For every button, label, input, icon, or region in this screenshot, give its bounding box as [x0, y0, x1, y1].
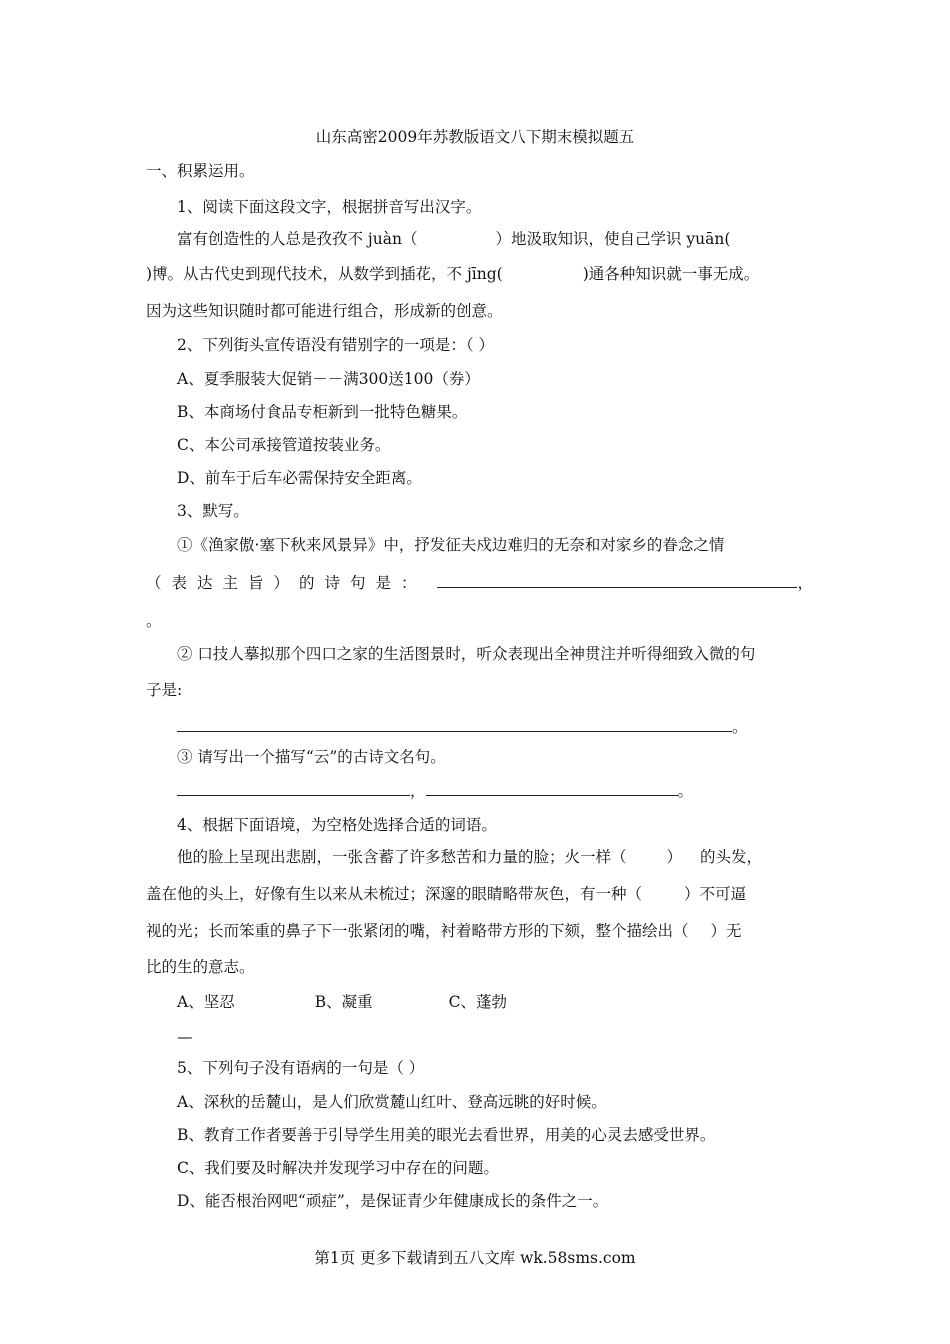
period: 。 — [677, 782, 694, 800]
q1-line2-b: )通各种知识就一事无成。 — [582, 265, 760, 283]
q4-line2-b: ）不可逼 — [684, 885, 747, 903]
q2-option-b: B、本商场付食品专柜新到一批特色糖果。 — [177, 403, 468, 421]
q5-option-c: C、我们要及时解决并发现学习中存在的问题。 — [177, 1159, 499, 1177]
q3-prompt: 3、默写。 — [177, 502, 249, 520]
q4-option-c: C、蓬勃 — [448, 993, 507, 1011]
q4-line1-c: 的头发， — [700, 848, 763, 866]
q2-option-c: C、本公司承接管道按装业务。 — [177, 436, 391, 454]
q5-option-b: B、教育工作者要善于引导学生用美的眼光去看世界，用美的心灵去感受世界。 — [177, 1126, 716, 1144]
answer-line[interactable] — [177, 781, 410, 796]
q5-option-a: A、深秋的岳麓山，是人们欣赏麓山红叶、登高远眺的好时候。 — [177, 1093, 607, 1111]
q3-item3: ③ 请写出一个描写“云”的古诗文名句。 — [177, 748, 446, 766]
q4-line4: 比的生的意志。 — [146, 958, 255, 976]
q4-line1 — [177, 846, 762, 868]
q4-line3 — [146, 920, 742, 942]
answer-line[interactable] — [437, 573, 797, 588]
q4-option-a: A、坚忍 — [177, 993, 235, 1011]
q2-prompt: 2、下列街头宣传语没有错别字的一项是：（ ） — [177, 336, 495, 354]
q2-option-d: D、前车于后车必需保持安全距离。 — [177, 469, 422, 487]
page-title: 山东高密2009年苏教版语文八下期末模拟题五 — [315, 128, 635, 146]
q1-prompt: 1、阅读下面这段文字，根据拼音写出汉字。 — [177, 198, 482, 216]
q4-options — [177, 991, 507, 1013]
page-footer: 第1页 更多下载请到五八文库 wk.58sms.com — [314, 1249, 636, 1267]
q4-line3-a: 视的光；长而笨重的鼻子下一张紧闭的嘴，衬着略带方形的下颏，整个描绘出（ — [146, 922, 689, 940]
q3-item1-b: （表达主旨）的诗句是： — [146, 574, 427, 592]
q4-line2 — [146, 883, 746, 905]
q2-option-a: A、夏季服装大促销－－满300送100（券） — [177, 370, 480, 388]
section-heading: 一、积累运用。 — [146, 162, 255, 180]
q1-line1 — [177, 228, 730, 250]
q4-prompt: 4、根据下面语境，为空格处选择合适的词语。 — [177, 816, 497, 834]
q1-line1-b: ）地汲取知识，使自己学识 yuān( — [495, 230, 731, 248]
q4-line1-a: 他的脸上呈现出悲剧，一张含蓄了许多愁苦和力量的脸；火一样（ — [177, 848, 627, 866]
comma: ， — [410, 782, 426, 800]
answer-line[interactable] — [426, 781, 678, 796]
q3-item2-b: 子是: — [146, 681, 183, 699]
q3-item2-answer — [177, 716, 748, 738]
q3-item3-answer — [177, 780, 693, 802]
q4-option-b: B、凝重 — [314, 993, 373, 1011]
period: 。 — [146, 612, 162, 630]
comma: ， — [797, 574, 813, 592]
q4-line3-b: ）无 — [710, 922, 742, 940]
q3-item1-a: ①《渔家傲·塞下秋来风景异》中，抒发征夫戍边难归的无奈和对家乡的眷念之情 — [177, 536, 725, 554]
q3-item2-a: ② 口技人摹拟那个四口之家的生活图景时，听众表现出全神贯注并听得细致入微的句 — [177, 645, 756, 663]
q1-line2-a: )博。从古代史到现代技术，从数学到插花，不 jīng( — [146, 265, 503, 283]
q4-dash: — — [177, 1028, 193, 1046]
q3-item1-b-row — [146, 572, 813, 594]
q1-line1-a: 富有创造性的人总是孜孜不 juàn（ — [177, 230, 418, 248]
period: 。 — [732, 718, 748, 736]
q1-line3: 因为这些知识随时都可能进行组合，形成新的创意。 — [146, 302, 503, 320]
q1-line2 — [146, 263, 759, 285]
q4-line2-a: 盖在他的头上，好像有生以来从未梳过；深邃的眼睛略带灰色，有一种（ — [146, 885, 643, 903]
q5-option-d: D、能否根治网吧“顽症”，是保证青少年健康成长的条件之一。 — [177, 1192, 609, 1210]
q4-line1-b: ） — [666, 848, 683, 866]
answer-line[interactable] — [177, 717, 732, 732]
q5-prompt: 5、下列句子没有语病的一句是（ ） — [177, 1059, 425, 1077]
